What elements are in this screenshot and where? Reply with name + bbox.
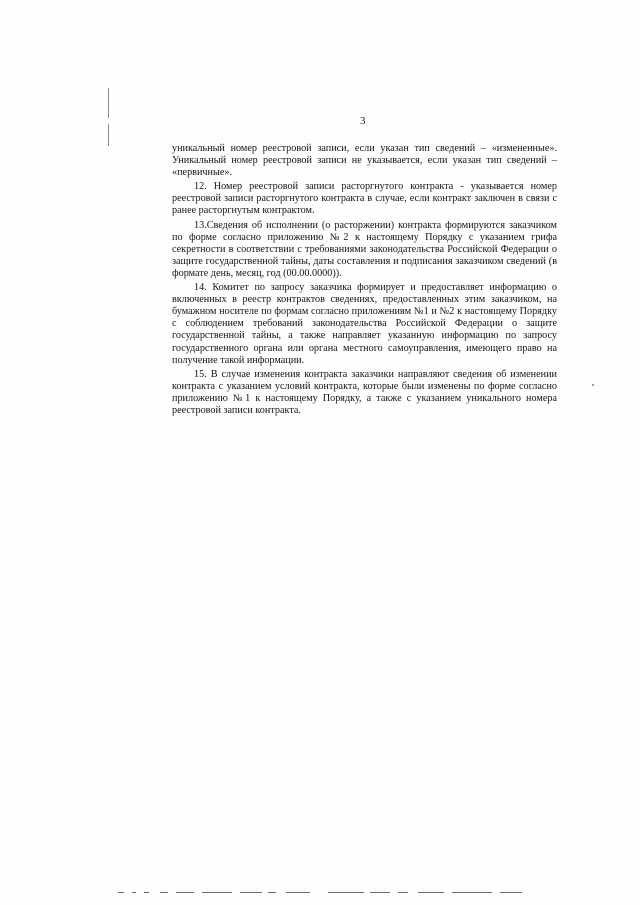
paragraph-item-12: 12. Номер реестровой записи расторгнутого контракта - указывается номер реестровой записи расторгнутого контракта в случае, если контракт заключен в связи с ранее расторгнутым контрактом. [172, 181, 557, 217]
page-number-text: 3 [360, 115, 366, 127]
paragraph-continuation: уникальный номер реестровой записи, если указан тип сведений – «измененные». Уникальный номер реестровой записи не указывается, если указан тип сведений – «первичные». [172, 143, 557, 179]
scan-edge-marks [118, 892, 523, 895]
binding-mark [108, 124, 109, 146]
paragraph-item-14: 14. Комитет по запросу заказчика формирует и предоставляет информацию о включенных в реестр контрактов сведениях, предоставленных этим заказчиком, на бумажном носителе по формам согласно приложениям №1 и №2 к настоящему Порядку с соблюдением требований законодательства Российской Федерации о защите государственной тайны, а также направляет указанную информацию по запросу государственного органа или органа местного самоуправления, имеющего право на получение такой информации. [172, 282, 557, 366]
paragraph-item-15: 15. В случае изменения контракта заказчики направляют сведения об изменении контракта с указанием условий контракта, которые были изменены по форме согласно приложению №1 к настоящему Порядку, а также с указанием уникального номера реестровой записи контракта. [172, 368, 557, 416]
scan-speck [592, 384, 594, 386]
document-body [172, 143, 557, 419]
binding-mark [108, 88, 109, 118]
paragraph-item-13: 13.Сведения об исполнении (о расторжении) контракта формируются заказчиком по форме согласно приложению №2 к настоящему Порядку с указанием грифа секретности в соответствии с требованиями законодательства Российской Федерации о защите государственной тайны, даты составления и подписания заказчиком сведений (в формате день, месяц, год (00.00.0000)). [172, 219, 557, 279]
